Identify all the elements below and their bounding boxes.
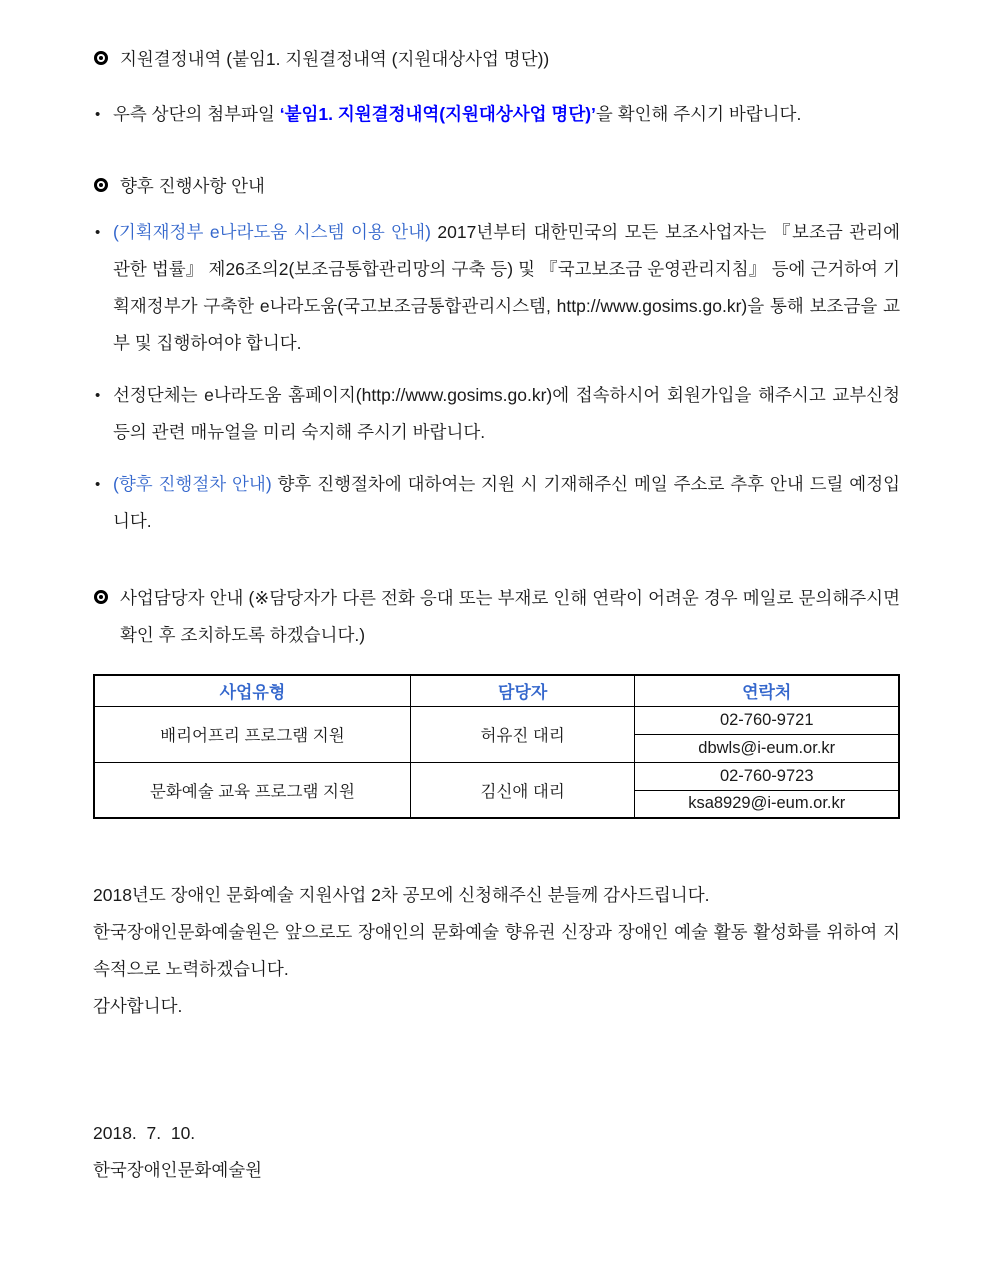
bullet-icon: • xyxy=(95,224,101,241)
contact-table-header-row xyxy=(94,675,899,706)
closing-line-thankyou: 감사합니다. xyxy=(93,996,183,1016)
table-row xyxy=(94,762,899,790)
section-heading-contact-text: 사업담당자 안내 (※담당자가 다른 전화 응대 또는 부재로 인해 연락이 어려운 경우 메일로 문의해주시면 확인 후 조치하도록 하겠습니다.) xyxy=(120,588,900,645)
next-steps-item xyxy=(93,466,900,540)
enaradoum-usage-label: (기획재정부 e나라도움 시스템 이용 안내) xyxy=(113,222,431,242)
next-steps-label: (향후 진행절차 안내) xyxy=(113,474,272,494)
next-steps-text: 향후 진행절차에 대하여는 지원 시 기재해주신 메일 주소로 추후 안내 드릴 예정입니다. xyxy=(113,474,900,531)
attachment-file-name: ‘붙임1. 지원결정내역(지원대상사업 명단)’ xyxy=(279,104,596,124)
email-cell: ksa8929@i-eum.or.kr xyxy=(635,790,899,818)
column-header-program-type: 사업유형 xyxy=(94,675,410,706)
column-header-manager: 담당자 xyxy=(410,675,635,706)
attachment-note-item xyxy=(93,96,900,133)
section-heading-decision-text: 지원결정내역 (붙임1. 지원결정내역 (지원대상사업 명단)) xyxy=(120,49,550,69)
organization-name: 한국장애인문화예술원 xyxy=(93,1160,263,1180)
closing-line-commitment: 한국장애인문화예술원은 앞으로도 장애인의 문화예술 향유권 신장과 장애인 예술 활동 활성화를 위하여 지속적으로 노력하겠습니다. xyxy=(93,922,900,979)
phone-cell: 02-760-9721 xyxy=(635,706,899,734)
section-heading-decision xyxy=(93,46,900,72)
closing-line-thanks: 2018년도 장애인 문화예술 지원사업 2차 공모에 신청해주신 분들께 감사드립니다. xyxy=(93,885,710,905)
section-heading-contact xyxy=(93,580,900,654)
manager-cell: 김신애 대리 xyxy=(410,762,635,818)
fisheye-bullet-icon xyxy=(94,178,108,192)
table-row xyxy=(94,706,899,734)
phone-cell: 02-760-9723 xyxy=(635,762,899,790)
manager-cell: 허유진 대리 xyxy=(410,706,635,762)
enaradoum-usage-text: 2017년부터 대한민국의 모든 보조사업자는 『보조금 관리에 관한 법률』 제26조의2(보조금통합관리망의 구축 등) 및 『국고보조금 운영관리지침』 등에 근거하여 기획재정부가 구축한 e나라도움(국고보조금통합관리시스템, http://www.gosims.go.kr)을 통해 보조금을 교부 및 집행하여야 합니다. xyxy=(113,222,900,353)
email-cell: dbwls@i-eum.or.kr xyxy=(635,734,899,762)
enaradoum-usage-item xyxy=(93,214,900,362)
section-heading-future-text: 향후 진행사항 안내 xyxy=(120,176,265,196)
membership-guide-text: 선정단체는 e나라도움 홈페이지(http://www.gosims.go.kr)에 접속하시어 회원가입을 해주시고 교부신청 등의 관련 매뉴얼을 미리 숙지해 주시기 바랍니다. xyxy=(113,385,900,442)
column-header-contact: 연락처 xyxy=(635,675,899,706)
program-type-cell: 배리어프리 프로그램 지원 xyxy=(94,706,410,762)
section-heading-future xyxy=(93,173,900,199)
membership-guide-item xyxy=(93,377,900,451)
attachment-note-post: 을 확인해 주시기 바랍니다. xyxy=(595,104,802,124)
bullet-icon: • xyxy=(95,387,101,404)
program-type-cell: 문화예술 교육 프로그램 지원 xyxy=(94,762,410,818)
document-date: 2018. 7. 10. xyxy=(93,1123,196,1143)
document-footer xyxy=(93,1115,900,1189)
bullet-icon: • xyxy=(95,476,101,493)
fisheye-bullet-icon xyxy=(94,590,108,604)
contact-table xyxy=(93,674,900,819)
closing-remarks xyxy=(93,877,900,1025)
attachment-note-pre: 우측 상단의 첨부파일 xyxy=(113,104,280,124)
bullet-icon: • xyxy=(95,106,101,123)
fisheye-bullet-icon xyxy=(94,51,108,65)
